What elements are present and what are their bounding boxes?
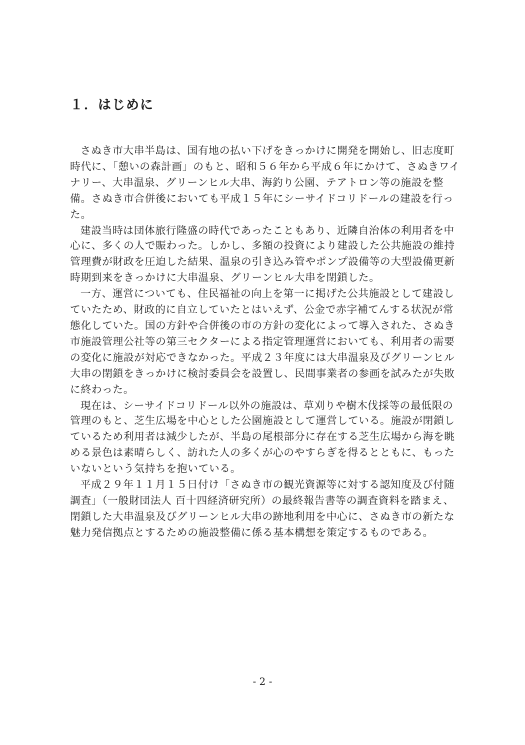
paragraph-5: 平成２９年１１月１５日付け「さぬき市の観光資源等に対する認知度及び付随調査」（一般財団法人 百十四経済研究所）の最終報告書等の調査資料を踏まえ、閉鎖した大串温泉及びグリーンヒル大串の跡地利用を中心に、さぬき市の新たな魅力発信拠点とするための施設整備に係る基本構想を策定するものである。 [70, 479, 455, 539]
paragraph-3: 一方、運営についても、住民福祉の向上を第一に掲げた公共施設として建設していたため、財政的に自立していたとはいえず、公金で赤字補てんする状況が常態化していた。国の方針や合併後の市の方針の変化によって導入された、さぬき市施設管理公社等の第三セクターによる指定管理運営においても、利用者の需要の変化に施設が対応できなかった。平成２３年度には大串温泉及びグリーンヒル大串の閉鎖をきっかけに検討委員会を設置し、民間事業者の参画を試みたが失敗に終わった。 [70, 288, 455, 396]
section-heading: １．はじめに [70, 98, 155, 113]
paragraph-4: 現在は、シーサイドコリドール以外の施設は、草刈りや樹木伐採等の最低限の管理のもと、芝生広場を中心とした公園施設として運営している。施設が閉鎖しているため利用者は減少したが、半島の尾根部分に存在する芝生広場から海を眺める景色は素晴らしく、訪れた人の多くが心のやすらぎを得るとともに、もったいないという気持ちを抱いている。 [70, 399, 455, 476]
body-text [70, 144, 460, 542]
page-number: - 2 - [252, 677, 273, 688]
paragraph-2: 建設当時は団体旅行隆盛の時代であったこともあり、近隣自治体の利用者を中心に、多くの人で賑わった。しかし、多額の投資により建設した公共施設の維持管理費が財政を圧迫した結果、温泉の引き込み管やポンプ設備等の大型設備更新時期到来をきっかけに大串温泉、グリーンヒル大串を閉鎖した。 [70, 224, 455, 285]
paragraph-1: さぬき市大串半島は、国有地の払い下げをきっかけに開発を開始し、旧志度町時代に、「憩いの森計画」のもと、昭和５６年から平成６年にかけて、さぬきワイナリー、大串温泉、グリーンヒル大串、海釣り公園、テアトロン等の施設を整備。さぬき市合併後においても平成１５年にシーサイドコリドールの建設を行った。 [70, 145, 460, 221]
